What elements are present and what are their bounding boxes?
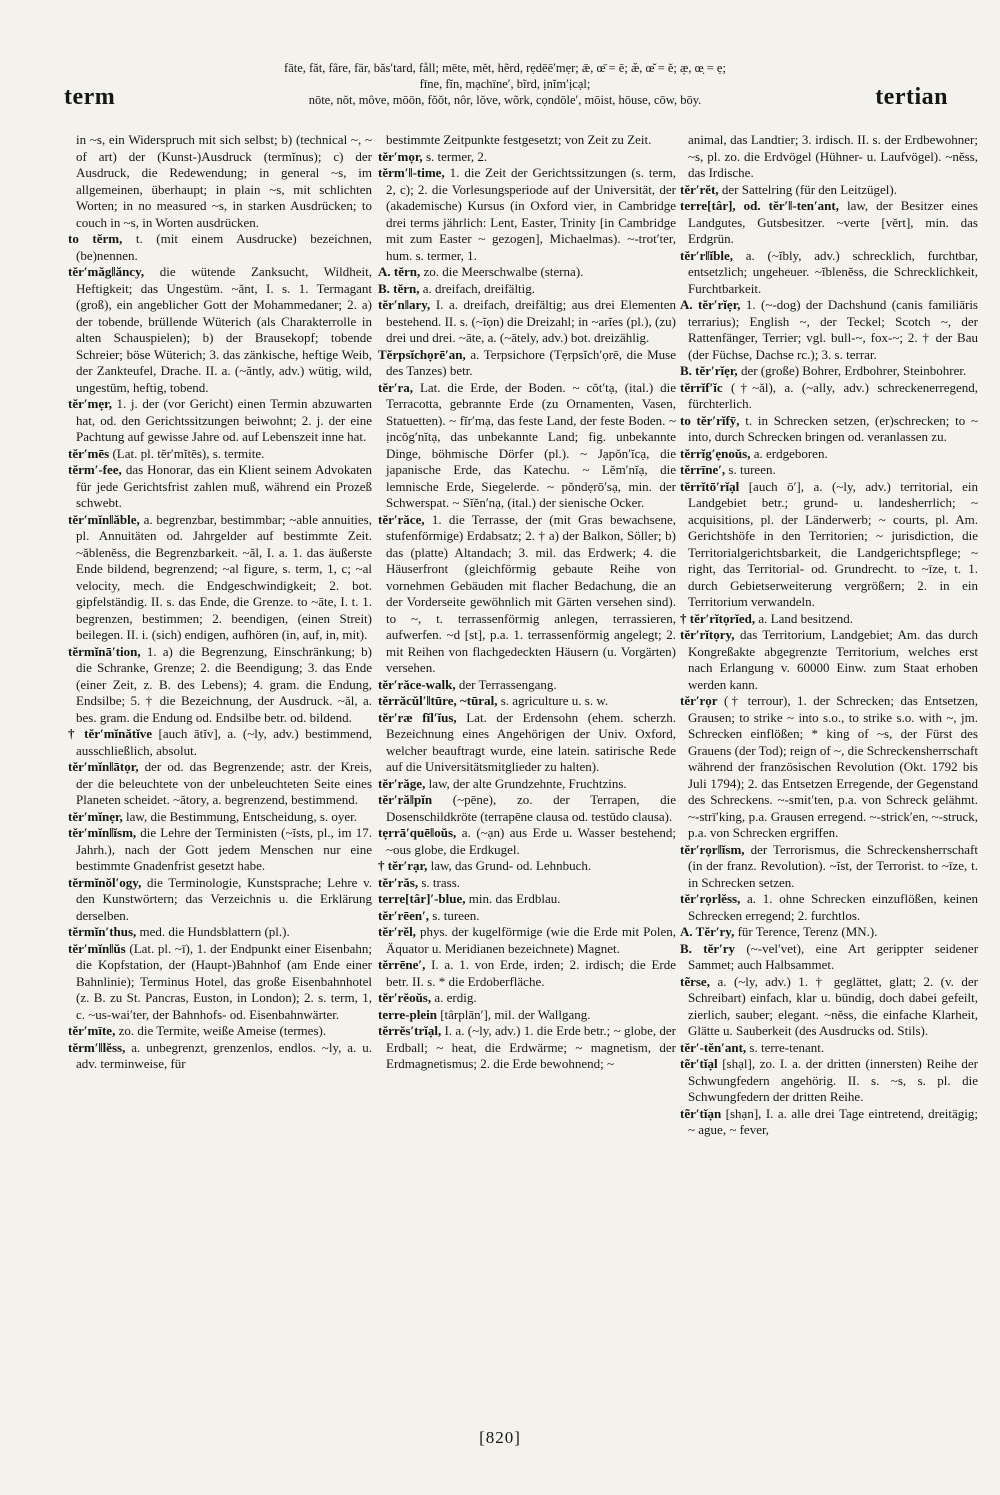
dictionary-entry <box>378 693 676 710</box>
pronunciation-key-line: fīne, fĭn, mạchïne′, bĩrd, ịnĭm′ịcạl; <box>419 77 591 91</box>
dictionary-entry <box>68 1023 372 1040</box>
headword: tĕr′răce-walk, <box>378 676 456 692</box>
dictionary-entry <box>680 891 978 924</box>
entry-text: 1. j. der (vor Gericht) einen Termin abzuwarten hat, od. den Gerichtssitzungen beiwohnt; 2. j. der eine Pachtung auf gewisse Jahre od. auf Lebenszeit inne hat. <box>76 396 372 444</box>
headword: tĕrrēne′, <box>378 957 426 972</box>
entry-text: 1. die Zeit der Gerichtssitzungen (s. term, 2, c); 2. die Vorlesungsperiode auf der Universität, der (akademische) Kursus (in Oxford vier, in Cambridge drei terms jährlich: Lent, Easter, Trinity [in Cambridge mit zum Easter ~ gezogen], Michaelmas). ~-trot′ter, hum. s. termer, 1. <box>386 165 676 263</box>
dictionary-entry <box>378 297 676 347</box>
headword: tĕrm′‖lĕss, <box>68 1039 126 1055</box>
headword: tĕr′ră‖pĭn <box>378 792 433 807</box>
dictionary-entry <box>680 1056 979 1106</box>
headword: tĕr′rọr <box>680 693 718 708</box>
dictionary-entry <box>378 792 677 825</box>
headword: tĕrmĭnŏl′ogy, <box>68 874 142 890</box>
entry-text: a. unbegrenzt, grenzenlos, endlos. ~ly, a. u. adv. terminweise, für <box>76 1039 373 1071</box>
dictionary-entry <box>680 940 979 974</box>
dictionary-entry <box>680 973 978 1040</box>
headword: tĕr′mīte, <box>68 1023 116 1038</box>
dictionary-entry <box>68 511 372 644</box>
dictionary-entry <box>378 1023 677 1073</box>
dictionary-entry <box>378 990 676 1007</box>
entry-text: (†~ăl), a. (~ally, adv.) schreckenerregend, fürchterlich. <box>688 379 979 411</box>
entry-text: a. Terpsichore (Tẹrpsĭch′ọrē, die Muse des Tanzes) betr. <box>386 346 676 378</box>
headword: tĕr′mẹr, <box>68 396 112 411</box>
headword: tĕr′mĭn‖ăble, <box>68 511 140 527</box>
headword: A. tĕr′rĭẹr, <box>680 297 741 312</box>
dictionary-entry <box>68 264 373 396</box>
headword: tĕr′rĕt, <box>680 181 719 197</box>
dictionary-entry <box>378 775 676 793</box>
headword: tĕrrĭtō′rĭạl <box>680 478 740 494</box>
entry-text: t. (mit einem Ausdrucke) bezeichnen, (be)nennen. <box>76 231 372 263</box>
headword: A. Tĕr′ry, <box>680 924 735 939</box>
dictionary-entry <box>680 297 978 363</box>
headword: tĕr′răce, <box>378 511 425 527</box>
entry-text: a. begrenzbar, bestimmbar; ~able annuities, pl. Annuitäten od. Jahrgelder auf bestimmte Zeit. ~ăblenĕss, die Begrenzbarkeit. ~ăl, I. a. 1. das äußerste Ende bildend, begrenzend; ~al figure, s. term, 1, c; ~al velocity, mech. die Endgeschwindigkeit; 2. bot. gipfelständig. II. s. das Ende, die Grenze. to ~āte, I. t. 1. begrenzen, bestimmen; 2. beendigen, (einen Streit) beilegen. II. i. (sich) endigen, aufhören (in, auf, in, mit). <box>76 511 372 642</box>
entry-text: zo. die Termite, weiße Ameise (termes). <box>118 1023 327 1038</box>
dictionary-entry <box>378 1006 676 1024</box>
headword: tĕr′r‖ĭble, <box>680 247 733 263</box>
headword: † tĕr′rạr, <box>378 858 428 873</box>
entry-text: I. a. 1. von Erde, irden; 2. irdisch; die Erde betr. II. s. * die Erdoberfläche. <box>386 957 676 989</box>
entry-text: 1. (~-dog) der Dachshund (canis familiāris terrarius); English ~, der Teckel; Scotch ~, der Rattenfänger, Terrier; vgl. bull-~, fox-~; 2. † der Bau (der Füchse, Dachse rc.); 3. s. terrar. <box>688 297 978 362</box>
entry-text: der od. das Begrenzende; astr. der Kreis, der die beleuchtete von der unbeleuchteten Seite eines Planeten scheidet. ~ătory, a. begrenzend, bestimmend. <box>76 759 373 807</box>
entry-text: med. die Hundsblattern (pl.). <box>139 924 290 939</box>
dictionary-entry <box>378 379 676 512</box>
entry-text: 1. die Terrasse, der (mit Gras bewachsene, stufenförmige) Erdabsatz; 2. † a) der Balkon, Söller; b) das (platte) Altandach; 3. mil. das Erdwerk; 4. die Häuserfront (gleichförmig gebaute Reihe von vornehmen Gebäuden mit flacher Bedachung, die an der Vorderseite gewöhnlich mit Gärten versehen sind). to ~, t. terrassenförmig anlegen, terrassieren, aufwerfen. ~d [st], p.a. 1. terrassenförmig angelegt; 2. mit Reihen von flachgedeckten Häusern (u. Vorgärten) versehen. <box>386 511 677 675</box>
dictionary-entry <box>378 165 676 264</box>
entry-text: I. a. dreifach, dreifältig; aus drei Elementen bestehend. II. s. (~ĭọn) die Dreizahl; in ~arĭes (pl.), (zu) drei und drei. ~āte, a. (~ātely, adv.) bot. dreizählig. <box>386 297 676 345</box>
dictionary-entry <box>680 198 978 248</box>
headword: tĕr′răs, <box>378 874 419 890</box>
headword: terre[târ]′-blue, <box>378 891 466 906</box>
entry-text: für Terence, Terenz (MN.). <box>737 924 878 939</box>
headword: tĕr′măg‖ăncy, <box>68 264 145 279</box>
dictionary-entry <box>680 610 978 628</box>
dictionary-entry <box>68 808 372 826</box>
pronunciation-key-line: fāte, făt, fâre, fär, băs′tard, fåll; mēte, mĕt, hẽrd, rẹdēē′mẹr; ǣ, œ̄ = ē; æ̆, œ̆ = ĕ; æ̣, œ̣ = ẹ; <box>284 61 726 75</box>
dictionary-entry <box>378 148 676 166</box>
entry-text: (Lat. pl. tĕr′mĭtēs), s. termite. <box>112 445 265 461</box>
headword: tẽr′tĭạn <box>680 1105 722 1121</box>
headword: terre-plein <box>378 1006 437 1022</box>
headword: tĕrrĭg′ẹnoŭs, <box>680 445 751 461</box>
dictionary-entry <box>378 280 676 298</box>
headword: tĕr′-tĕn′ant, <box>680 1039 747 1055</box>
dictionary-entry <box>378 957 676 990</box>
headword: Tĕrpsĭchọrē′an, <box>378 346 466 362</box>
headword: tĕrm′-fee, <box>68 462 122 477</box>
dictionary-entry <box>680 693 978 842</box>
entry-text: a. erdig. <box>434 990 477 1005</box>
entry-text: a. (~ly, adv.) 1. † geglättet, glatt; 2. (v. der Schreibart) einfach, klar u. bündig, doch dabei gefeilt, zierlich, sauber; elegant. ~nĕss, die einfache Klarheit, Glätte u. Sauberkeit (des Ausdrucks od. Stils). <box>688 973 978 1038</box>
entry-text: der Sattelring (für den Leitzügel). <box>721 181 897 197</box>
headword: tẽr′tĭạl <box>680 1056 718 1071</box>
dictionary-entry <box>68 231 372 264</box>
headword: terre[târ], od. tĕr′‖-ten′ant, <box>680 198 839 213</box>
headword: B. tĕr′rĭẹr, <box>680 363 738 378</box>
headword: B. tĕr′ry <box>680 940 736 956</box>
headword: B. tĕrn, <box>378 280 420 296</box>
entry-text: a. Land besitzend. <box>758 610 853 626</box>
entry-text: († terrour), 1. der Schrecken; das Entsetzen, Grausen; to strike ~ into s.o., to strike s.o. with ~, jm. Schrecken einflößen; * king of ~s, der Fürst des Grauens (der Tod); reign of ~, die Schreckensherrschaft während der französischen Revolution (Okt. 1792 bis Juli 1794); 2. das Entsetzen Erregende, der Gegenstand des Schreckens. ~-smit′ten, p.a. von Schreck gelähmt. ~-strī′king, p.a. Grausen erregend. ~-strick′en, ~-struck, p.a. von Schrecken ergriffen. <box>688 693 978 840</box>
entry-text: [auch ātĭv], a. (~ly, adv.) bestimmend, ausschließlich, absolut. <box>76 726 372 758</box>
entry-text: s. tureen. <box>432 907 480 923</box>
dictionary-entry <box>68 726 372 759</box>
headword: A. tĕrn, <box>378 264 421 279</box>
dictionary-entry <box>68 924 372 941</box>
dictionary-entry <box>680 478 978 611</box>
dictionary-entry <box>68 825 372 875</box>
entry-text: 1. a) die Begrenzung, Einschränkung; b) die Schranke, Grenze; 2. die Beendigung; 3. das Ende (einer Zeit, z. B. des Lebens); 4. gram. die Endung, Endsilbe; 5. † die Bezeichnung, der Ausdruck. ~ăl, a. bes. gram. die Endung od. Endsilbe betr. od. bildend. <box>76 643 373 725</box>
headword: tĕr′rĕoŭs, <box>378 990 432 1005</box>
headword: tĕr′ræ fĭl′ĭus, <box>378 709 457 725</box>
column-1 <box>68 132 372 1073</box>
dictionary-entry <box>378 676 676 694</box>
entry-text: law, der Besitzer eines Landgutes, Gutsbesitzer. ~verte [vĕrt], min. das Erdgrün. <box>688 198 978 246</box>
entry-text: [shạn], I. a. alle drei Tage eintretend, dreitägig; ~ ague, ~ fever, <box>688 1105 978 1137</box>
headword: tĕrrĕs′trĭạl, <box>378 1023 442 1038</box>
entry-text: (~-vel′vet), eine Art gerippter seidener Sammet; auch Halbsammet. <box>688 940 979 972</box>
headword: tĕr′mọr, <box>378 148 423 164</box>
entry-text: (~pēne), zo. der Terrapen, die Dosenschildkröte (terrapēne clausa od. testūdo clausa). <box>386 792 677 824</box>
column-3 <box>680 132 978 1139</box>
headword: tĕr′mĭn‖ātọr, <box>68 759 139 774</box>
entry-text: [târplān′], mil. der Wallgang. <box>440 1006 591 1022</box>
headword: tĕrmĭnā′tion, <box>68 643 141 659</box>
dictionary-entry <box>68 643 373 727</box>
pronunciation-key <box>200 60 810 108</box>
headword: tĕr′ra, <box>378 379 414 395</box>
guide-word-right: tertian <box>875 84 948 110</box>
entry-text: zo. die Meerschwalbe (sterna). <box>423 264 584 279</box>
column-2 <box>378 132 676 1073</box>
entry-text: s. agriculture u. s. w. <box>500 693 609 708</box>
dictionary-entry <box>378 825 676 858</box>
entry-text: a. dreifach, dreifältig. <box>422 280 536 296</box>
headword: to tĕrm, <box>68 231 123 246</box>
entry-text: der Terrorismus, die Schreckensherrschaft (in der franz. Revolution). ~ĭst, der Terrorist. to ~īze, t. in Schrecken setzen. <box>688 841 979 890</box>
entry-text: die wütende Zanksucht, Wildheit, Heftigkeit; das Ungestüm. ~ănt, I. s. 1. Termagant (groß), ein angeblicher Gott der Mohammedaner; 2. a) der tobende, brüllende Wüterich (als Charakterrolle in alten Schauspielen); b) der Brausekopf; tobende Schreier; böse Wüterich; 3. das zänkische, heftige Weib, der Zankteufel, Drache. II. a. (~ăntly, adv.) wütig, wild, ungestüm, heftig, tobend. <box>76 264 373 395</box>
entry-text: a. (~ĭbly, adv.) schrecklich, furchtbar, entsetzlich; ungeheuer. ~ĭblenĕss, die Schrecklichkeit, Furchtbarkeit. <box>688 247 979 296</box>
headword: tĕrrīne′, <box>680 462 726 477</box>
dictionary-entry <box>378 891 676 908</box>
page-number: [820] <box>479 1428 521 1447</box>
entry-text: [shạl], zo. I. a. der dritten (innersten) Reihe der Schwungfedern angehörig. II. s. ~s, s. pl. die Schwungfedern der dritten Reihe. <box>688 1056 979 1104</box>
dictionary-entry <box>378 858 676 875</box>
entry-text: das Territorium, Landgebiet; Am. das durch Kongreßakte abgegrenzte Territorium, welches erst nach Erlangung v. 60000 Einw. zum Staat erhoben werden kann. <box>688 627 978 692</box>
headword: tĕr′mĭn‖ŭs <box>68 940 126 956</box>
dictionary-entry <box>68 1039 373 1073</box>
dictionary-entry <box>680 841 979 892</box>
entry-text: s. termer, 2. <box>425 148 488 164</box>
dictionary-entry <box>680 247 979 298</box>
entry-text: phys. der kugelförmige (wie die Erde mit Polen, Äquator u. Meridianen bezeichnete) Magnet. <box>386 924 677 956</box>
headword: tẹrrā′quē‖oŭs, <box>378 825 457 840</box>
dictionary-entry <box>378 874 676 892</box>
headword: † tĕr′mĭnătĭve <box>68 726 153 741</box>
dictionary-entry <box>680 412 978 446</box>
entry-text: I. a. (~ly, adv.) 1. die Erde betr.; ~ globe, der Erdball; ~ heat, die Erdwärme; ~ magnetism, der Erdmagnetismus; 2. die Erde bewohnend; ~ <box>386 1023 677 1071</box>
entry-text: der (große) Bohrer, Erdbohrer, Steinbohrer. <box>740 363 967 378</box>
entry-text: (Lat. pl. ~ī), 1. der Endpunkt einer Eisenbahn; die Kopfstation, der (Haupt-)Bahnhof (am Ende einer Bahnlinie); Terminus Hotel, das große Eisenbahnhotel (z. B. zu St. Pancras, Euston, in London); 2. s. term, 1, c. ~us-wai′ter, der Bahnhofs- od. Eisenbahnwärter. <box>76 940 373 1022</box>
entry-text: das Honorar, das ein Klient seinem Advokaten für jede Gerichtsfrist zahlen muß, während ein Prozeß schwebt. <box>76 462 372 510</box>
entry-text: a. erdgeboren. <box>753 445 828 461</box>
dictionary-entry <box>378 709 677 776</box>
entry-text: animal, das Landtier; 3. irdisch. II. s. der Erdbewohner; ~s, pl. zo. die Erdvögel (Hühner- u. Laufvögel). ~nĕss, das Irdische. <box>688 132 978 180</box>
entry-text: Lat. die Erde, der Boden. ~ cŏt′tạ, (ital.) die Terracotta, gebrannte Erde (zu Ornamenten, Vasen, Statuetten). ~ fĭr′mạ, das feste Land, der feste Boden. ~ ịncŏg′nĭtạ, das unbekannte Land; fig. unbekannte Dinge, böhmische Dörfer (pl.). ~ Jạpŏn′ĭcạ, die japanische Erde, das Katechu. ~ Lĕm′nĭạ, die lemnische Erde, Siegelerde. ~ pŏndẹrō′sạ, min. der Schwerspat. ~ Sĭĕn′nạ, (ital.) der sienische Ocker. <box>386 379 676 510</box>
headword: tẽrse, <box>680 973 710 989</box>
dictionary-entry <box>680 1039 978 1057</box>
headword: tĕrm′‖-time, <box>378 165 445 180</box>
dictionary-entry <box>68 940 373 1024</box>
headword: tĕr′mēs <box>68 445 110 461</box>
entry-text: [auch ō′], a. (~ly, adv.) territorial, ein Landgebiet betr.; grund- u. landesherrlich; ~ acquisitions, pl. der Länderwerb; ~ courts, pl. Am. Gerichtshöfe in den Territorien; ~ jurisdiction, die Territorialgerichtsbarkeit, die Landgerichtspflege; ~ right, das Territorial- od. Grundrecht. to ~īze, t. 1. durch Gebietserweiterung vergrößern; 2. in ein Territorium verwandeln. <box>688 478 978 609</box>
dictionary-entry <box>680 445 978 463</box>
headword: tĕr′rĕl, <box>378 924 416 939</box>
dictionary-entry <box>386 132 676 149</box>
dictionary-entry <box>68 759 373 809</box>
entry-text: Lat. der Erdensohn (ehem. scherzh. Bezeichnung eines Angehörigen der Univ. Oxford, welcher beauftragt wurde, eine latein. satirische Rede auf die Universitätsmitglieder zu halten). <box>386 709 677 774</box>
entry-text: in ~s, ein Widerspruch mit sich selbst; b) (technical ~, ~ of art) der (Kunst-)Ausdruck (termĭnus); c) der Ausdruck, die Redewendung; in general ~s, im allgemeinen, überhaupt; in plain ~s, mit schlichten Worten; in no measured ~s, in starken Ausdrücken; to couch in ~s, in Worten ausdrücken. <box>76 132 372 230</box>
dictionary-entry <box>68 874 372 925</box>
entry-text: bestimmte Zeitpunkte festgesetzt; von Zeit zu Zeit. <box>386 132 652 147</box>
dictionary-entry <box>68 462 372 512</box>
dictionary-entry <box>680 1105 978 1139</box>
headword: tĕr′mĭn‖ĭsm, <box>68 825 137 840</box>
dictionary-entry <box>688 132 978 182</box>
entry-text: a. (~ạn) aus Erde u. Wasser bestehend; ~ous globe, die Erdkugel. <box>386 825 676 857</box>
entry-text: law, die Bestimmung, Entscheidung, s. oyer. <box>126 808 358 824</box>
entry-text: law, der alte Grundzehnte, Fruchtzins. <box>428 775 627 791</box>
entry-text: die Lehre der Terministen (~ĭsts, pl., im 17. Jahrh.), nach der Gott jedem Menschen nur eine bestimmte Gnadenfrist gesetzt habe. <box>76 825 372 873</box>
dictionary-entry <box>680 462 978 479</box>
dictionary-entry <box>378 924 677 957</box>
dictionary-entry <box>378 264 676 281</box>
dictionary-entry <box>76 132 372 231</box>
dictionary-entry <box>378 511 677 677</box>
dictionary-entry <box>680 627 978 693</box>
guide-word-left: term <box>64 84 116 110</box>
dictionary-entry <box>378 907 676 925</box>
pronunciation-key-line: nōte, nŏt, môve, mōōn, fŏŏt, nôr, lŏve, wõrk, cọndōle′, mōist, hōuse, cōw, bōy. <box>308 93 702 107</box>
dictionary-entry <box>680 363 978 380</box>
dictionary-entry <box>378 346 676 380</box>
headword: tĕr′n‖ary, <box>378 297 431 312</box>
dictionary-entry <box>680 379 979 413</box>
headword: tĕr′rọrlĕss, <box>680 891 741 906</box>
entry-text: die Terminologie, Kunstsprache; Lehre v. den Kunstwörtern; das Verzeichnis u. die Erklärung derselben. <box>76 874 372 923</box>
dictionary-entry <box>680 924 978 941</box>
headword: tĕr′răge, <box>378 775 426 791</box>
entry-text: t. in Schrecken setzen, (er)schrecken; to ~ into, durch Schrecken bringen od. veranlassen zu. <box>688 412 978 444</box>
dictionary-entry <box>680 181 978 199</box>
headword: tĕr′rēen′, <box>378 907 429 923</box>
entry-text: s. terre-tenant. <box>749 1039 825 1055</box>
entry-text: law, das Grund- od. Lehnbuch. <box>430 858 592 873</box>
entry-text: a. 1. ohne Schrecken einzuflößen, keinen Schrecken erregend; 2. furchtlos. <box>688 891 978 923</box>
entry-text: der Terrassengang. <box>458 676 557 692</box>
dictionary-entry <box>68 445 372 463</box>
headword: tĕr′rọr‖ĭsm, <box>680 841 745 857</box>
headword: † tĕr′rĭtọrĭed, <box>680 610 756 626</box>
headword: to tĕr′rĭfȳ, <box>680 412 740 428</box>
headword: tĕr′rĭtọry, <box>680 627 735 642</box>
headword: tĕrrĭf′ĭc <box>680 379 723 395</box>
entry-text: s. trass. <box>421 874 460 890</box>
dictionary-entry <box>68 396 372 446</box>
headword: tĕrmĭn′thus, <box>68 924 137 939</box>
entry-text: s. tureen. <box>728 462 776 477</box>
entry-text: min. das Erdblau. <box>468 891 561 906</box>
headword: tĕr′mĭnẹr, <box>68 808 123 824</box>
headword: tĕrrăcŭl′‖tūre, ~tūral, <box>378 693 498 708</box>
